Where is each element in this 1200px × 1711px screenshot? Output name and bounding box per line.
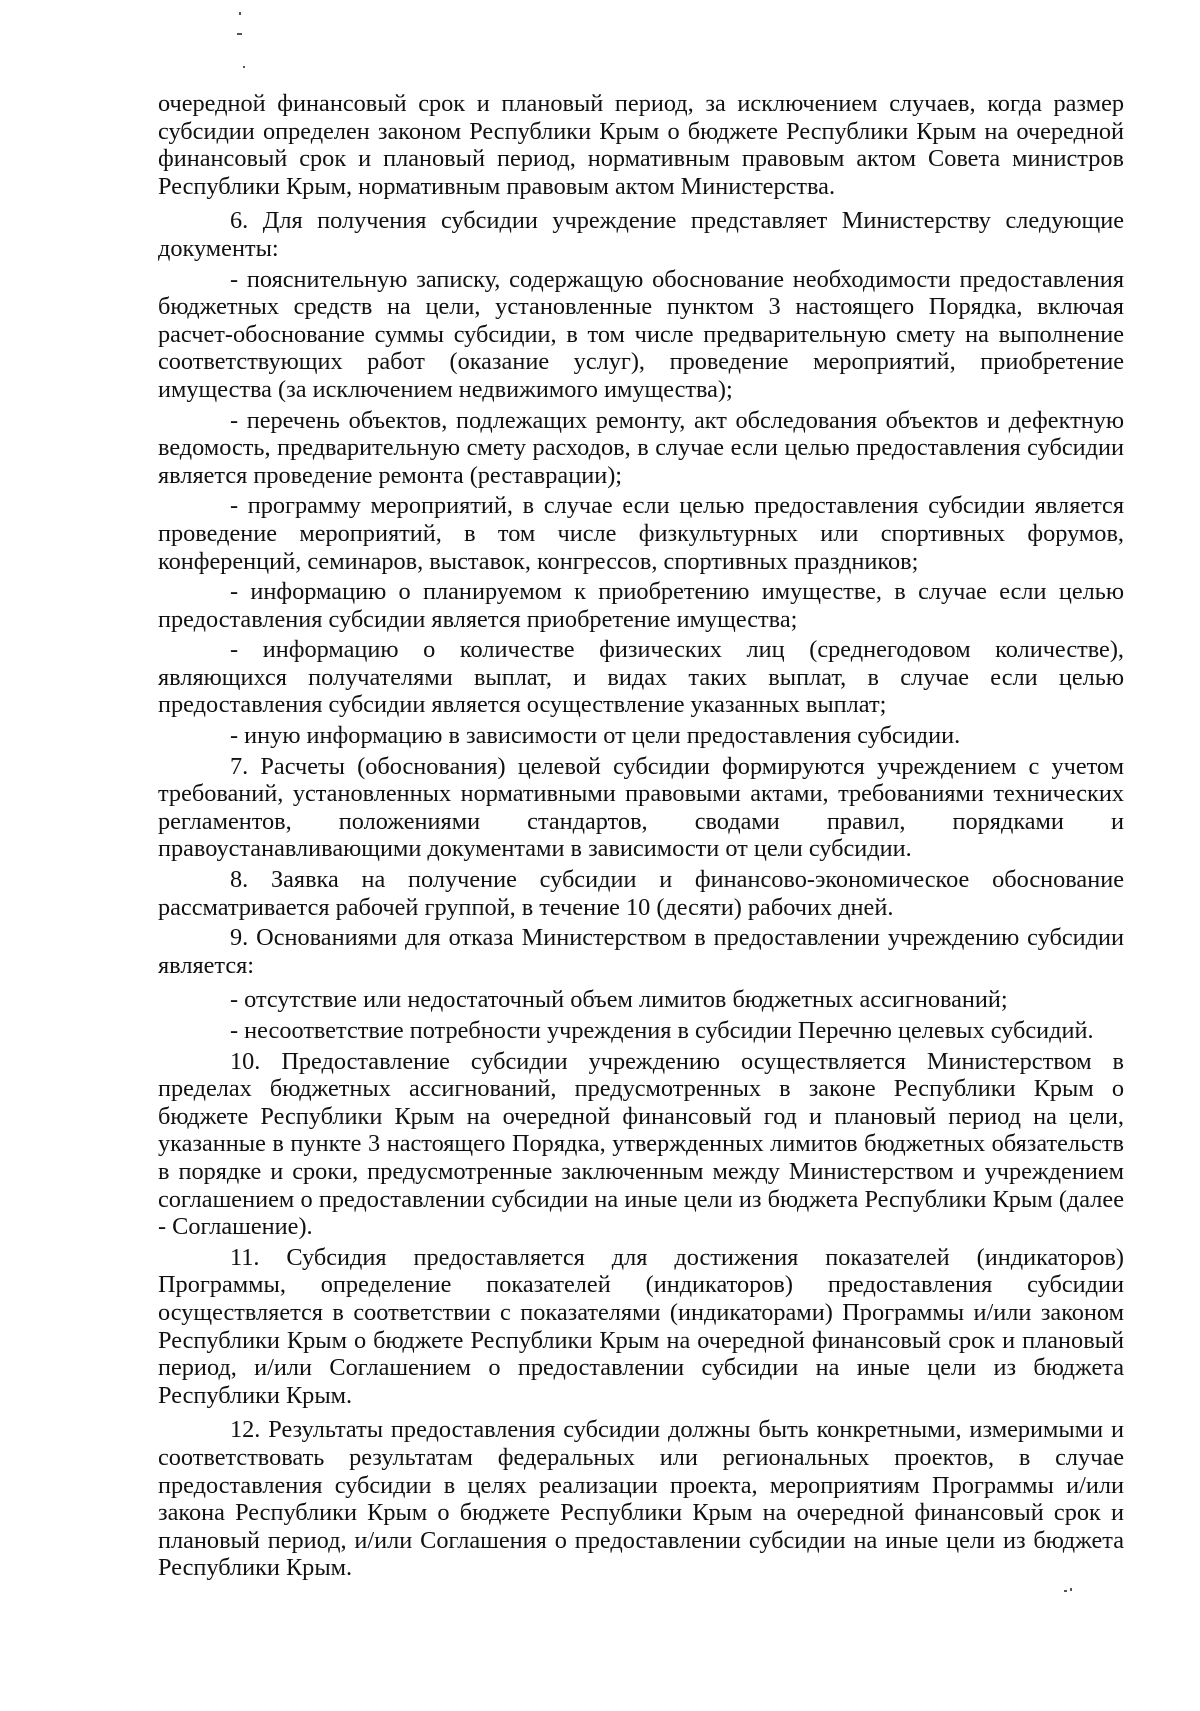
scan-speck — [239, 12, 241, 15]
scan-speck — [1064, 1590, 1067, 1592]
list-item-mismatch: - несоответствие потребности учреждения в субсидии Перечню целевых субсидий. — [230, 1017, 1094, 1044]
list-item-property-info: - информацию о планируемом к приобретению имуществе, в случае если целью предоставления субсидии является приобретение имущества; — [158, 578, 1124, 633]
paragraph-6: 6. Для получения субсидии учреждение представляет Министерству следующие документы: — [158, 207, 1124, 262]
list-item-limits: - отсутствие или недостаточный объем лимитов бюджетных ассигнований; — [230, 986, 1008, 1014]
scan-speck — [1070, 1588, 1072, 1591]
paragraph-8: 8. Заявка на получение субсидии и финансово-экономическое обоснование рассматривается рабочей группой, в течение 10 (десяти) рабочих дней. — [158, 866, 1124, 921]
list-item-repair-objects: - перечень объектов, подлежащих ремонту, акт обследования объектов и дефектную ведомость, предварительную смету расходов, в случае если целью предоставления субсидии является проведение ремонта (реставрации); — [158, 406, 1124, 489]
paragraph-12: 12. Результаты предоставления субсидии должны быть конкретными, измеримыми и соответствовать результатам федеральных или региональных проектов, в случае предоставления субсидии в целях реализации проекта, мероприятиям Программы и/или закона Республики Крым о бюджете Республики Крым на очередной финансовый срок и плановый период, и/или Соглашения о предоставлении субсидии на иные цели из бюджета Республики Крым. — [158, 1416, 1124, 1582]
list-item-payments-info: - информацию о количестве физических лиц (среднегодовом количестве), являющихся получателями выплат, и видах таких выплат, в случае если целью предоставления субсидии является осуществление указанных выплат; — [158, 636, 1124, 719]
scan-speck — [243, 66, 245, 68]
scan-speck — [237, 33, 242, 35]
paragraph-11: 11. Субсидия предоставляется для достижения показателей (индикаторов) Программы, определение показателей (индикаторов) предоставления субсидии осуществляется в соответствии с показателями (индикаторами) Программы и/или законом Республики Крым о бюджете Республики Крым на очередной финансовый срок и плановый период, и/или Соглашением о предоставлении субсидии на иные цели из бюджета Республики Крым. — [158, 1243, 1124, 1409]
list-item-explanatory-note: - пояснительную записку, содержащую обоснование необходимости предоставления бюджетных средств на цели, установленные пунктом 3 настоящего Порядка, включая расчет-обоснование суммы субсидии, в том числе предварительную смету на выполнение соответствующих работ (оказание услуг), проведение мероприятий, приобретение имущества (за исключением недвижимого имущества); — [158, 265, 1124, 403]
list-item-other-info: - иную информацию в зависимости от цели предоставления субсидии. — [230, 722, 961, 750]
document-body — [158, 90, 1124, 1585]
paragraph-continuation: очередной финансовый срок и плановый период, за исключением случаев, когда размер субсидии определен законом Республики Крым о бюджете Республики Крым на очередной финансовый срок и плановый период, нормативным правовым актом Совета министров Республики Крым, нормативным правовым актом Министерства. — [158, 90, 1124, 200]
paragraph-9: 9. Основаниями для отказа Министерством в предоставлении учреждению субсидии является: — [158, 924, 1124, 979]
list-item-events-program: - программу мероприятий, в случае если целью предоставления субсидии является проведение мероприятий, в том числе физкультурных или спортивных форумов, конференций, семинаров, выставок, конгрессов, спортивных праздников; — [158, 492, 1124, 575]
paragraph-10: 10. Предоставление субсидии учреждению осуществляется Министерством в пределах бюджетных ассигнований, предусмотренных в законе Республики Крым о бюджете Республики Крым на очередной финансовый год и плановый период на цели, указанные в пункте 3 настоящего Порядка, утвержденных лимитов бюджетных обязательств в порядке и сроки, предусмотренные заключенным между Министерством и учреждением соглашением о предоставлении субсидии на иные цели из бюджета Республики Крым (далее - Соглашение). — [158, 1047, 1124, 1241]
paragraph-7: 7. Расчеты (обоснования) целевой субсидии формируются учреждением с учетом требований, установленных нормативными правовыми актами, требованиями технических регламентов, положениями стандартов, сводами правил, порядками и правоустанавливающими документами в зависимости от цели субсидии. — [158, 752, 1124, 863]
